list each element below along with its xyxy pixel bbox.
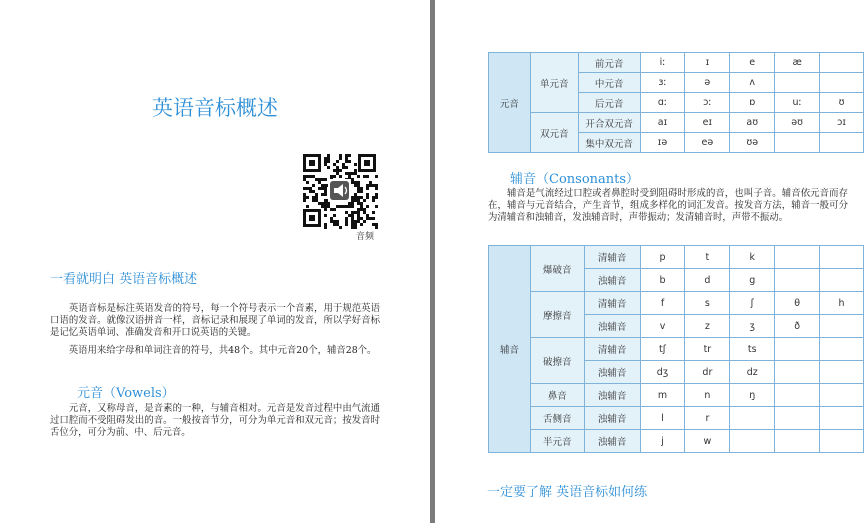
- table-row: [489, 407, 864, 430]
- row-label-cell: 前元音: [578, 53, 640, 73]
- consonant-table: [488, 245, 864, 453]
- row-label-cell: 后元音: [578, 93, 640, 113]
- vowels-heading: 元音（Vowels）: [77, 386, 175, 401]
- phonetic-symbol-cell: ɪ: [685, 53, 730, 73]
- phonetic-symbol-cell: eɪ: [685, 113, 730, 133]
- empty-cell: [775, 269, 820, 292]
- group-cell: 舌侧音: [530, 407, 584, 430]
- right-page: [435, 0, 867, 523]
- qr-code-icon[interactable]: [301, 152, 378, 229]
- phonetic-symbol-cell: m: [640, 384, 685, 407]
- empty-cell: [820, 407, 864, 430]
- intro-paragraph: 英语音标是标注英语发音的符号，每一个符号表示一个音素，用于规范英语口语的发音。就像汉语拼音一样，音标记录和展现了单词的发音，所以学好音标是记忆英语单词、准确发音和开口说英语的关键。: [50, 303, 380, 339]
- qr-caption: 音频: [356, 232, 375, 242]
- empty-cell: [730, 407, 775, 430]
- row-label-cell: 清辅音: [584, 338, 640, 361]
- empty-cell: [820, 430, 864, 453]
- empty-cell: [775, 338, 820, 361]
- section-heading: 一看就明白 英语音标概述: [50, 272, 198, 287]
- phonetic-symbol-cell: aɪ: [640, 113, 685, 133]
- phonetic-symbol-cell: w: [685, 430, 730, 453]
- phonetic-symbol-cell: v: [640, 315, 685, 338]
- category-cell: 元音: [489, 53, 531, 153]
- phonetic-symbol-cell: ɑː: [640, 93, 685, 113]
- row-label-cell: 中元音: [578, 73, 640, 93]
- table-row: [489, 384, 864, 407]
- empty-cell: [775, 384, 820, 407]
- vowel-table: [488, 52, 864, 153]
- phonetic-symbol-cell: dz: [730, 361, 775, 384]
- practice-heading: 一定要了解 英语音标如何练: [487, 485, 648, 500]
- row-label-cell: 浊辅音: [584, 430, 640, 453]
- consonants-paragraph: 辅音是气流经过口腔或者鼻腔时受到阻碍时形成的音，也叫子音。辅音依元音而存在，辅音与元音结合，产生音节，组成多样化的词汇发音。按发音方法，辅音一般可分为清辅音和浊辅音，发浊辅音时，声带振动；发清辅音时，声带不振动。: [488, 188, 848, 224]
- row-label-cell: 开合双元音: [578, 113, 640, 133]
- empty-cell: [820, 53, 864, 73]
- phonetic-symbol-cell: f: [640, 292, 685, 315]
- group-cell: 双元音: [530, 113, 578, 153]
- phonetic-symbol-cell: tr: [685, 338, 730, 361]
- phonetic-symbol-cell: dr: [685, 361, 730, 384]
- phonetic-symbol-cell: d: [685, 269, 730, 292]
- table-row: [489, 53, 864, 73]
- table-row: [489, 246, 864, 269]
- phonetic-symbol-cell: əʊ: [775, 113, 820, 133]
- phonetic-symbol-cell: g: [730, 269, 775, 292]
- vowels-paragraph: 元音，又称母音，是音素的一种，与辅音相对。元音是发音过程中由气流通过口腔而不受阻碍发出的音。一般按音节分，可分为单元音和双元音；按发音时舌位分，可分为前、中、后元音。: [50, 403, 380, 439]
- table-row: [489, 430, 864, 453]
- phonetic-symbol-cell: iː: [640, 53, 685, 73]
- phonetic-symbol-cell: dʒ: [640, 361, 685, 384]
- phonetic-symbol-cell: ʊə: [730, 133, 775, 153]
- left-page: [0, 0, 430, 523]
- phonetic-symbol-cell: ɜː: [640, 73, 685, 93]
- phonetic-symbol-cell: aʊ: [730, 113, 775, 133]
- empty-cell: [775, 246, 820, 269]
- phonetic-symbol-cell: p: [640, 246, 685, 269]
- phonetic-symbol-cell: k: [730, 246, 775, 269]
- row-label-cell: 浊辅音: [584, 315, 640, 338]
- table-row: [489, 292, 864, 315]
- consonants-heading: 辅音（Consonants）: [510, 172, 640, 187]
- phonetic-symbol-cell: ts: [730, 338, 775, 361]
- phonetic-symbol-cell: z: [685, 315, 730, 338]
- group-cell: 爆破音: [530, 246, 584, 292]
- phonetic-symbol-cell: l: [640, 407, 685, 430]
- phonetic-symbol-cell: tʃ: [640, 338, 685, 361]
- phonetic-symbol-cell: j: [640, 430, 685, 453]
- group-cell: 鼻音: [530, 384, 584, 407]
- count-paragraph: 英语用来给字母和单词注音的符号，共48个。其中元音20个，辅音28个。: [50, 345, 377, 356]
- empty-cell: [820, 361, 864, 384]
- phonetic-symbol-cell: θ: [775, 292, 820, 315]
- empty-cell: [775, 361, 820, 384]
- empty-cell: [775, 407, 820, 430]
- phonetic-symbol-cell: eə: [685, 133, 730, 153]
- phonetic-symbol-cell: r: [685, 407, 730, 430]
- category-cell: 辅音: [489, 246, 531, 453]
- row-label-cell: 集中双元音: [578, 133, 640, 153]
- row-label-cell: 浊辅音: [584, 407, 640, 430]
- empty-cell: [775, 73, 820, 93]
- group-cell: 单元音: [530, 53, 578, 113]
- phonetic-symbol-cell: s: [685, 292, 730, 315]
- phonetic-symbol-cell: ŋ: [730, 384, 775, 407]
- empty-cell: [820, 315, 864, 338]
- phonetic-symbol-cell: ɔɪ: [820, 113, 864, 133]
- table-row: [489, 113, 864, 133]
- group-cell: 破擦音: [530, 338, 584, 384]
- phonetic-symbol-cell: uː: [775, 93, 820, 113]
- phonetic-symbol-cell: ɒ: [730, 93, 775, 113]
- phonetic-symbol-cell: ʌ: [730, 73, 775, 93]
- phonetic-symbol-cell: æ: [775, 53, 820, 73]
- empty-cell: [820, 269, 864, 292]
- page-title: 英语音标概述: [152, 96, 278, 120]
- phonetic-symbol-cell: ʃ: [730, 292, 775, 315]
- empty-cell: [820, 384, 864, 407]
- group-cell: 半元音: [530, 430, 584, 453]
- empty-cell: [730, 430, 775, 453]
- row-label-cell: 清辅音: [584, 292, 640, 315]
- phonetic-symbol-cell: ʊ: [820, 93, 864, 113]
- phonetic-symbol-cell: ɪə: [640, 133, 685, 153]
- row-label-cell: 清辅音: [584, 246, 640, 269]
- empty-cell: [820, 73, 864, 93]
- empty-cell: [820, 133, 864, 153]
- row-label-cell: 浊辅音: [584, 384, 640, 407]
- empty-cell: [820, 246, 864, 269]
- phonetic-symbol-cell: t: [685, 246, 730, 269]
- table-row: [489, 338, 864, 361]
- phonetic-symbol-cell: b: [640, 269, 685, 292]
- phonetic-symbol-cell: ʒ: [730, 315, 775, 338]
- phonetic-symbol-cell: h: [820, 292, 864, 315]
- empty-cell: [775, 430, 820, 453]
- phonetic-symbol-cell: ð: [775, 315, 820, 338]
- phonetic-symbol-cell: n: [685, 384, 730, 407]
- row-label-cell: 浊辅音: [584, 269, 640, 292]
- phonetic-symbol-cell: e: [730, 53, 775, 73]
- phonetic-symbol-cell: ə: [685, 73, 730, 93]
- phonetic-symbol-cell: ɔː: [685, 93, 730, 113]
- row-label-cell: 浊辅音: [584, 361, 640, 384]
- empty-cell: [775, 133, 820, 153]
- group-cell: 摩擦音: [530, 292, 584, 338]
- empty-cell: [820, 338, 864, 361]
